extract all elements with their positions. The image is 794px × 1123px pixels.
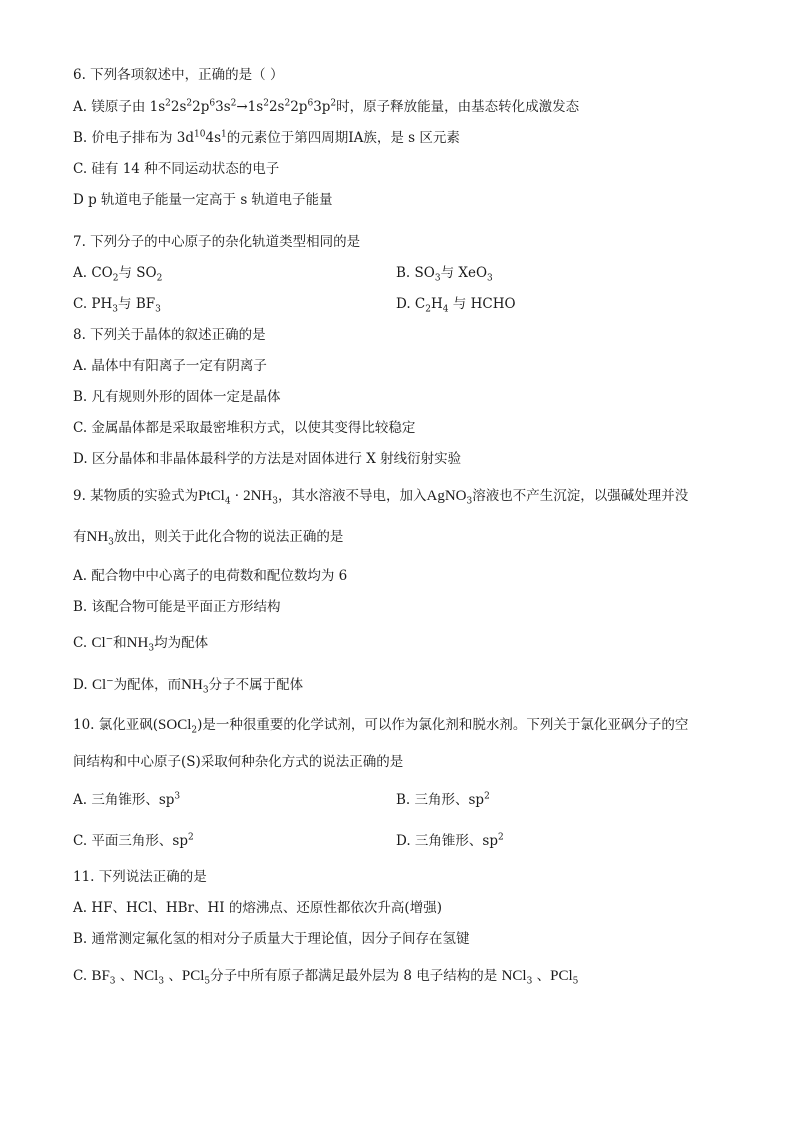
q11-option-b: B. 通常测定氟化氢的相对分子质量大于理论值，因分子间存在氢键 <box>73 931 470 947</box>
q9-option-c: C. Cl−和$NH_3$均为配体 <box>73 634 209 654</box>
q7-option-a: A. $CO_2$与 $SO_2$ <box>73 265 163 284</box>
q9-stem-line1: 9. 某物质的实验式为PtCl$_4$ · $2NH_3$，其水溶液不导电，加入AgNO$_3$溶液也不产生沉淀，以强碱处理并没 <box>73 488 689 507</box>
q10-option-a: A. 三角锥形、$sp^3$ <box>73 791 181 808</box>
q8-option-c: C. 金属晶体都是采取最密堆积方式，以使其变得比较稳定 <box>73 420 416 436</box>
q9-option-d: D. Cl−为配体，而$NH_3$分子不属于配体 <box>73 676 304 696</box>
q10-option-d: D. 三角锥形、$sp^2$ <box>396 832 504 849</box>
q10-stem-line2: 间结构和中心原子(S)采取何种杂化方式的说法正确的是 <box>73 754 404 770</box>
q6-option-c: C. 硅有 14 种不同运动状态的电子 <box>73 161 280 177</box>
q8-option-d: D. 区分晶体和非晶体最科学的方法是对固体进行 X 射线衍射实验 <box>73 451 462 467</box>
q6-option-b: B. 价电子排布为 $3d^{10}4s^1$的元素位于第四周期ⅠA族，是 s 区元素 <box>73 129 460 146</box>
q10-option-c: C. 平面三角形、$sp^2$ <box>73 832 194 849</box>
q8-option-a: A. 晶体中有阳离子一定有阴离子 <box>73 358 267 374</box>
q9-stem-line2: 有$NH_3$放出，则关于此化合物的说法正确的是 <box>73 529 344 548</box>
q10-stem-line1: 10. 氯化亚砜(SOCl$_2$)是一种很重要的化学试剂，可以作为氯化剂和脱水剂。下列关于氯化亚砜分子的空 <box>73 717 689 736</box>
q10-option-b: B. 三角形、$sp^2$ <box>396 791 490 808</box>
q7-option-b: B. $SO_3$与 XeO$_3$ <box>396 265 493 284</box>
q7-option-c: C. $PH_3$与 $BF_3$ <box>73 296 161 315</box>
q6-option-d: D p 轨道电子能量一定高于 s 轨道电子能量 <box>73 192 333 208</box>
q11-stem: 11. 下列说法正确的是 <box>73 869 207 885</box>
q9-option-a: A. 配合物中中心离子的电荷数和配位数均为 6 <box>73 568 348 584</box>
q6-option-a: A. 镁原子由 $1s^22s^22p^63s^2\to 1s^22s^22p^63p^2$时，原子释放能量，由基态转化成激发态 <box>73 98 580 115</box>
q9-option-b: B. 该配合物可能是平面正方形结构 <box>73 599 281 615</box>
q7-stem: 7. 下列分子的中心原子的杂化轨道类型相同的是 <box>73 234 361 250</box>
q8-option-b: B. 凡有规则外形的固体一定是晶体 <box>73 389 281 405</box>
q7-option-d: D. $C_2H_4$ 与 HCHO <box>396 296 516 315</box>
q11-option-c: C. $BF_3$ 、NCl$_3$ 、PCl$_5$分子中所有原子都满足最外层为 8 电子结构的是 NCl$_3$ 、PCl$_5$ <box>73 968 579 987</box>
q8-stem: 8. 下列关于晶体的叙述正确的是 <box>73 327 266 343</box>
q6-stem: 6. 下列各项叙述中，正确的是（ ） <box>73 67 284 83</box>
q11-option-a: A. HF、HCl、HBr、HI 的熔沸点、还原性都依次升高(增强) <box>73 900 442 916</box>
